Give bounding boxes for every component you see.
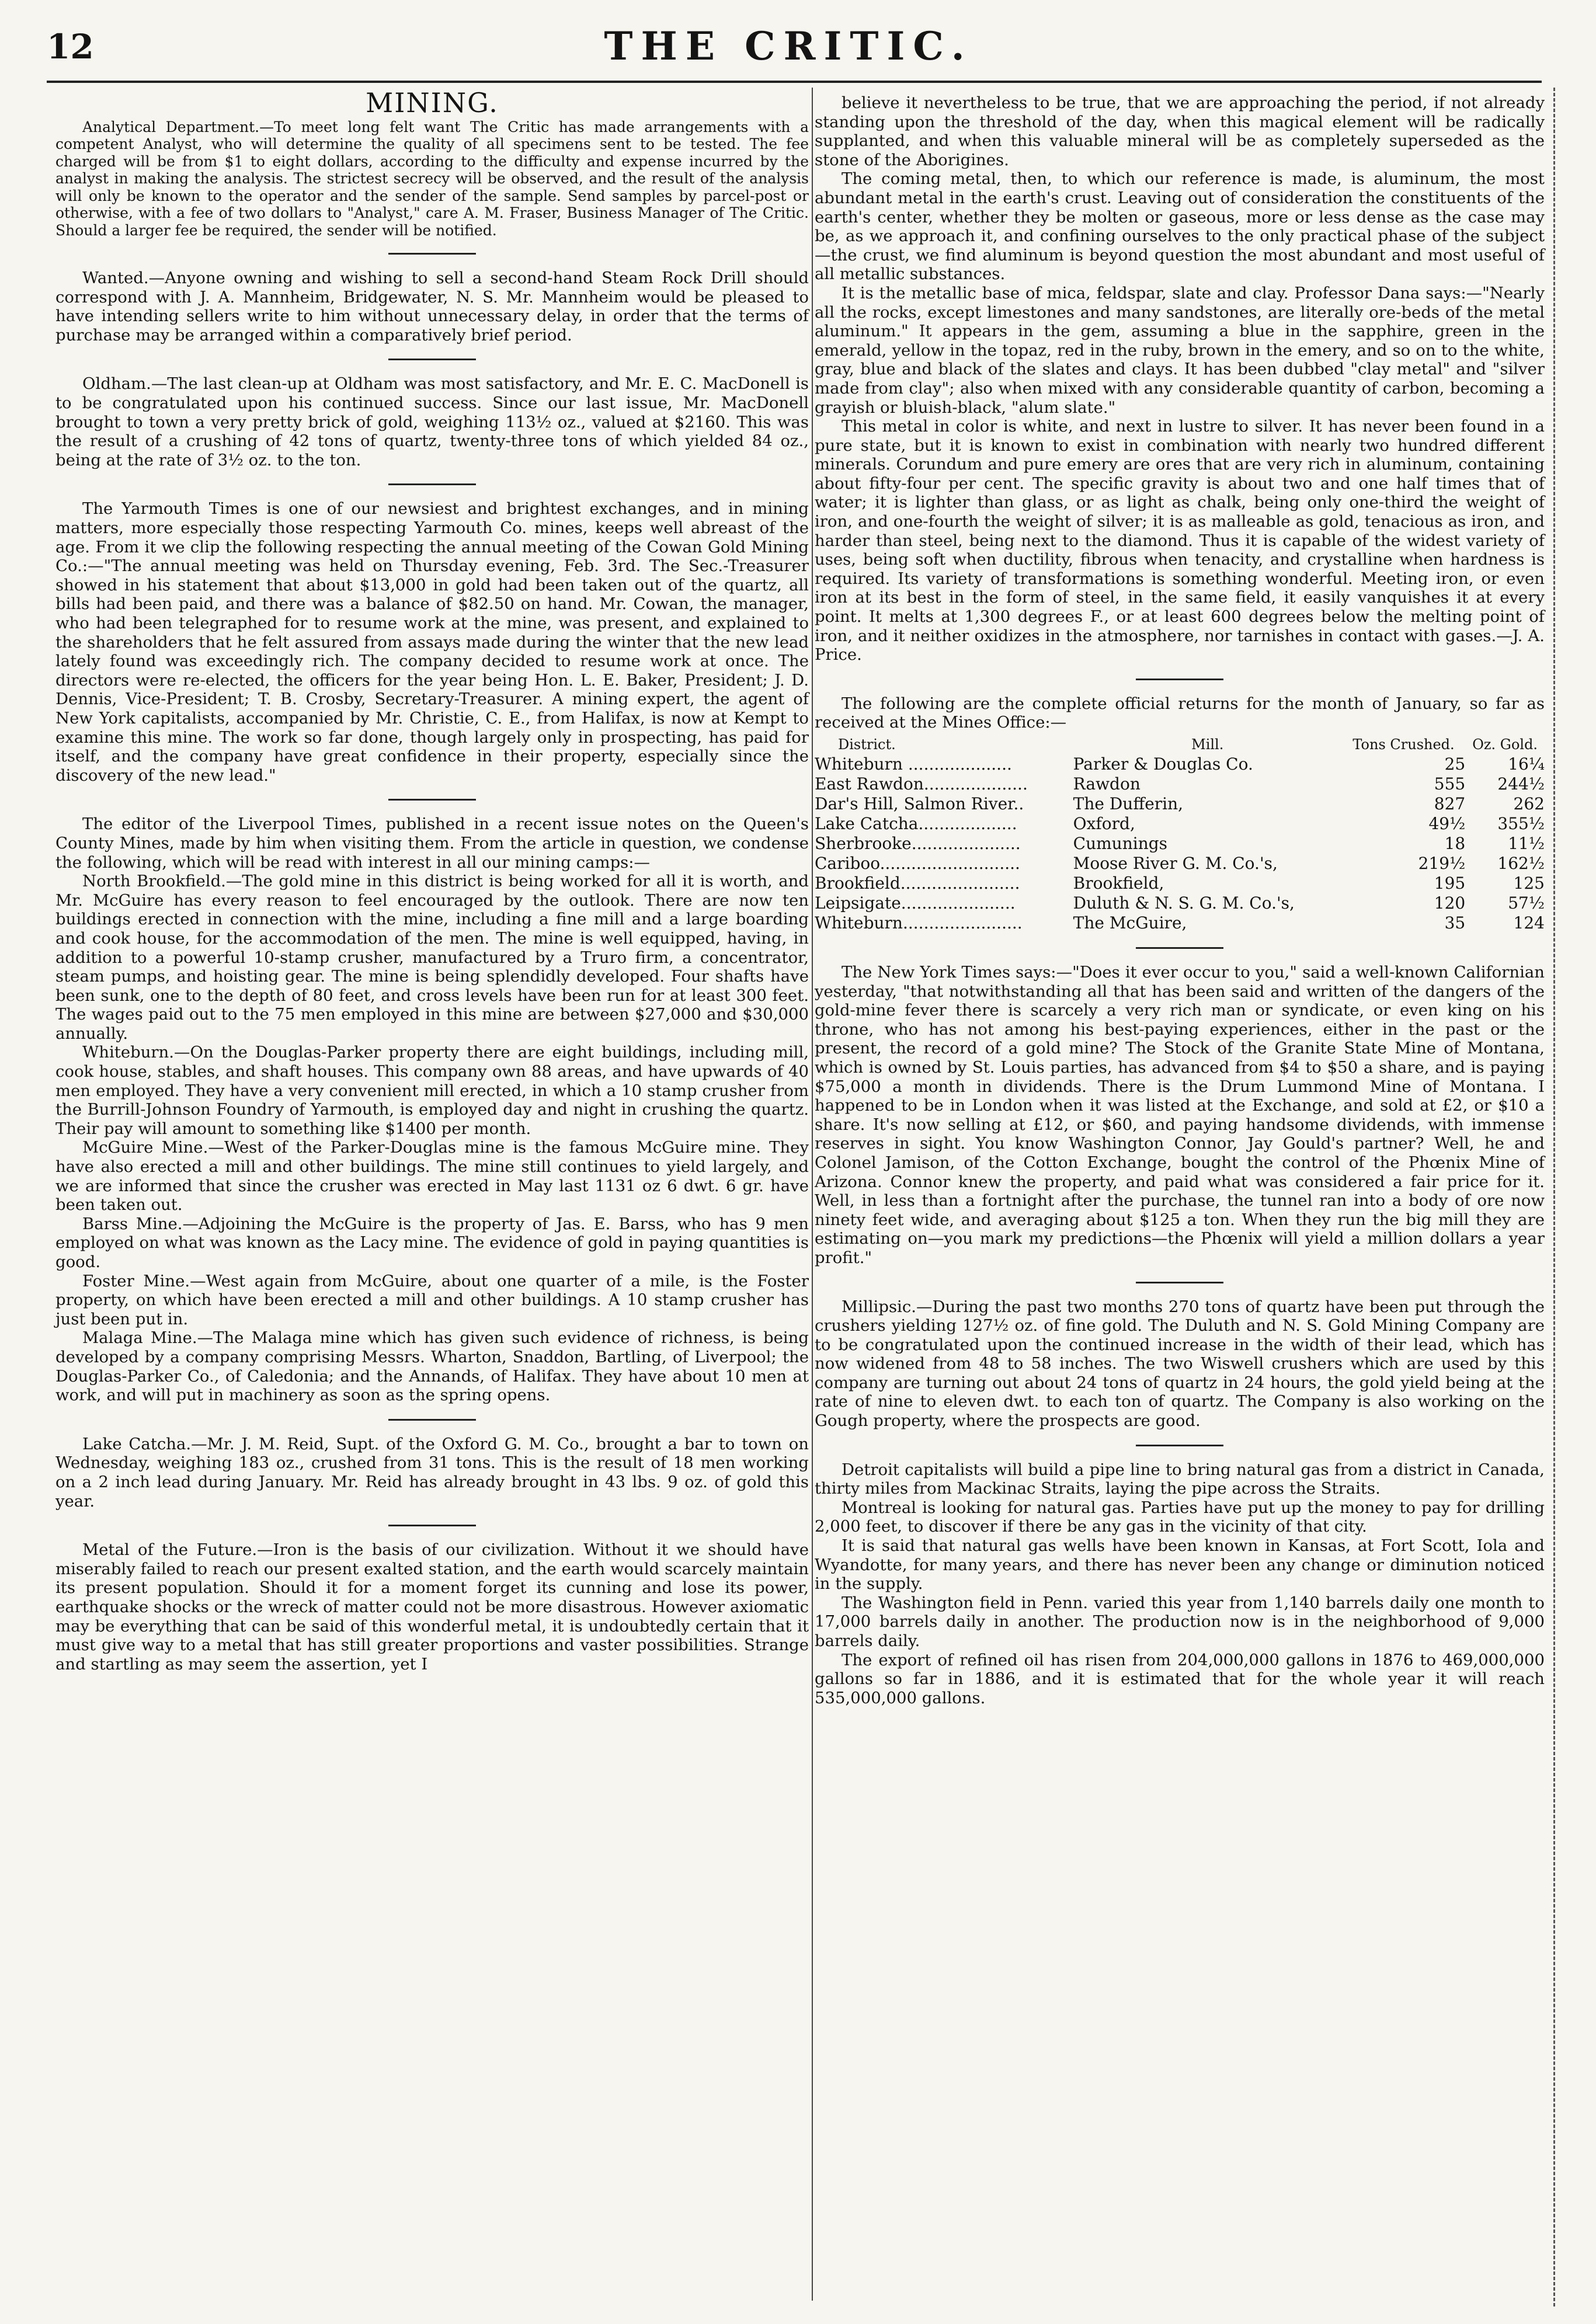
column-header-tons: Tons Crushed. xyxy=(1352,736,1455,753)
table-body xyxy=(815,754,1545,933)
column-header-oz-gold: Oz. Gold. xyxy=(1472,736,1538,753)
separator xyxy=(1136,679,1223,680)
article-aluminum-crust: The coming metal, then, to which our reference is made, is aluminum, the most abundant metal in the earth's crust. Leaving out of consideration the constituents of the earth's center, whether they be molten or gaseous, more or less dense as the case may be, as we approach it, and confining ourselves to the only practical phase of the subject—the crust, we find aluminum is beyond question the most abundant and most useful of all metallic substances. xyxy=(815,169,1545,284)
page-header xyxy=(47,23,1530,70)
table-row xyxy=(815,774,1545,794)
table-row xyxy=(815,874,1545,893)
cell-oz: 57½ xyxy=(1508,893,1545,913)
article-aluminum-properties: This metal in color is white, and next in lustre to silver. It has never been found in a pure state, but it is known to exist in combination with nearly two hundred different minerals. Corundum and pure emery are ores that are very rich in aluminum, containing about fifty-four per cent. The specific gravity is about two and one half times that of water; it is lighter than glass, or as light as chalk, being only one-third the weight of iron, and one-fourth the weight of silver; it is as malleable as gold, tenacious as iron, and harder than steel, being next to the diamond. Thus it is capable of the widest variety of uses, being soft when ductility, fibrous when tenacity, and crystalline when hardness is required. Its variety of transformations is something wonderful. Meeting iron, or even iron at its best in the form of steel, in the same field, it easily vanquishes it at every point. It melts at 1,300 degrees F., or at least 600 degrees below the melting point of iron, and it neither oxidizes in the atmosphere, nor tarnishes in contact with gases.—J. A. Price. xyxy=(815,417,1545,665)
separator xyxy=(388,483,476,485)
cell-tons: 195 xyxy=(1434,874,1466,893)
cell-tons: 18 xyxy=(1444,834,1466,853)
cell-district: Sherbrooke..................... xyxy=(815,834,1021,853)
cell-tons: 219½ xyxy=(1418,854,1466,873)
cell-mill: Cumunings xyxy=(1073,834,1168,853)
cell-district: Leipsigate...................... xyxy=(815,893,1016,913)
returns-intro: The following are the complete official returns for the month of January, so far as received at the Mines Office:— xyxy=(815,694,1545,732)
cell-mill: The Dufferin, xyxy=(1073,794,1184,813)
cell-oz: 125 xyxy=(1513,874,1545,893)
article-whiteburn: Whiteburn.—On the Douglas-Parker property there are eight buildings, including mill, cook house, stables, and shaft houses. This company own 88 areas, and have upwards of 40 men employed. They have a very convenient mill erected, in which a 10 stamp crusher from the Burrill-Johnson Foundry of Yarmouth, is employed day and night in crushing the quartz. Their pay will amount to something like $1400 per month. xyxy=(55,1043,809,1138)
right-column xyxy=(815,93,1545,1707)
article-montreal-gas: Montreal is looking for natural gas. Parties have put up the money to pay for drilling 2,000 feet, to discover if there be any gas in the vicinity of that city. xyxy=(815,1498,1545,1536)
article-millipsic: Millipsic.—During the past two months 270 tons of quartz have been put through the crushers yielding 127½ oz. of fine gold. The Duluth and N. S. Gold Mining Company are to be congratulated upon the continued increase in the width of their lead, which has now widened from 48 to 58 inches. The two Wiswell crushers which are used by this company are turning out about 24 tons of quartz in 24 hours, the gold yield being at the rate of nine to eleven dwt. to each ton of quartz. The Company is also working on the Gough property, where the prospects are good. xyxy=(815,1297,1545,1431)
cell-oz: 16¼ xyxy=(1508,754,1545,774)
left-column xyxy=(55,87,809,1674)
cell-mill: Parker & Douglas Co. xyxy=(1073,754,1253,774)
cell-oz: 11½ xyxy=(1508,834,1545,853)
article-kansas-gas: It is said that natural gas wells have been known in Kansas, at Fort Scott, Iola and Wyandotte, for many years, and there has never been any change or diminution noticed in the supply. xyxy=(815,1536,1545,1594)
header-rule xyxy=(47,81,1542,83)
article-lake-catcha: Lake Catcha.—Mr. J. M. Reid, Supt. of the Oxford G. M. Co., brought a bar to town on Wednesday, weighing 183 oz., crushed from 31 tons. This is the result of 18 men working on a 2 inch lead during January. Mr. Reid has already brought in 43 lbs. 9 oz. of gold this year. xyxy=(55,1434,809,1511)
cell-tons: 25 xyxy=(1444,754,1466,774)
cell-district: Dar's Hill, Salmon River.. xyxy=(815,794,1024,813)
cell-tons: 827 xyxy=(1434,794,1466,813)
column-header-district: District. xyxy=(838,736,896,753)
cell-mill: Brookfield, xyxy=(1073,874,1164,893)
article-wanted: Wanted.—Anyone owning and wishing to sell a second-hand Steam Rock Drill should correspond with J. A. Mannheim, Bridgewater, N. S. Mr. Mannheim would be pleased to have intending sellers write to him without unnecessary delay, in order that the terms of purchase may be arranged within a comparatively brief period. xyxy=(55,269,809,345)
cell-district: Whiteburn .................... xyxy=(815,754,1012,774)
page-number: 12 xyxy=(47,27,94,67)
separator xyxy=(388,799,476,801)
separator xyxy=(1136,1445,1223,1446)
article-north-brookfield: North Brookfield.—The gold mine in this district is being worked for all it is worth, and Mr. McGuire has every reason to feel encouraged by the outlook. There are now ten buildings erected in connection with the mine, including a fine mill and a large boarding and cook house, for the accommodation of the men. The mine is well equipped, having, in addition to a powerful 10-stamp crusher, manufactured by a Truro firm, a concentrator, steam pumps, and hoisting gear. The mine is being splendidly developed. Four shafts have been sunk, one to the depth of 80 feet, and cross levels have been run for at least 300 feet. The wages paid out to the 75 men employed in this mine are between $27,000 and $30,000 annually. xyxy=(55,872,809,1043)
cell-district: East Rawdon.................... xyxy=(815,774,1028,794)
cell-tons: 35 xyxy=(1444,913,1466,933)
article-analytical-department: Analytical Department.—To meet long felt want The Critic has made arrangements with a competent Analyst, who will determine the quality of all specimens sent to be tested. The fee charged will be from $1 to eight dollars, according to the difficulty and expense incurred by the analyst in making the analysis. The strictest secrecy will be observed, and the result of the analysis will only be known to the operator and the sender of the sample. Send samples by parcel-post or otherwise, with a fee of two dollars to "Analyst," care A. M. Fraser, Business Manager of The Critic. Should a larger fee be required, the sender will be notified. xyxy=(55,118,809,239)
cell-oz: 355½ xyxy=(1497,814,1545,833)
table-row xyxy=(815,834,1545,854)
cell-mill: Rawdon xyxy=(1073,774,1141,794)
cell-oz: 124 xyxy=(1513,913,1545,933)
cell-oz: 244½ xyxy=(1497,774,1545,794)
table-row xyxy=(815,814,1545,834)
article-liverpool-times: The editor of the Liverpool Times, published in a recent issue notes on the Queen's County Mines, made by him when visiting them. From the article in question, we condense the following, which will be read with interest in all our mining camps:— xyxy=(55,815,809,872)
article-washington-field: The Washington field in Penn. varied this year from 1,140 barrels daily one month to 17,000 barrels daily in another. The production now is in the neighborhood of 9,000 barrels daily. xyxy=(815,1593,1545,1650)
cell-mill: Oxford, xyxy=(1073,814,1135,833)
column-header-mill: Mill. xyxy=(1191,736,1224,753)
page-edge xyxy=(1553,88,1555,2306)
cell-district: Lake Catcha................... xyxy=(815,814,1017,833)
table-header-row xyxy=(815,735,1545,754)
section-heading: MINING. xyxy=(366,87,499,119)
article-mcguire-mine: McGuire Mine.—West of the Parker-Douglas mine is the famous McGuire mine. They have also erected a mill and other buildings. The mine still continues to yield largely, and we are informed that since the crusher was erected in May last 1131 oz 6 dwt. 6 gr. have been taken out. xyxy=(55,1138,809,1215)
cell-oz: 162½ xyxy=(1497,854,1545,873)
table-row xyxy=(815,794,1545,814)
article-malaga-mine: Malaga Mine.—The Malaga mine which has given such evidence of richness, is being developed by a company comprising Messrs. Wharton, Snaddon, Bartling, of Liverpool; the Douglas-Parker Co., of Caledonia; and the Annands, of Halifax. They have about 10 men at work, and will put in machinery as soon as the spring opens. xyxy=(55,1328,809,1405)
cell-tons: 120 xyxy=(1434,893,1466,913)
article-foster-mine: Foster Mine.—West again from McGuire, about one quarter of a mile, is the Foster property, on which have been erected a mill and other buildings. A 10 stamp crusher has just been put in. xyxy=(55,1271,809,1328)
cell-tons: 49½ xyxy=(1428,814,1466,833)
cell-tons: 555 xyxy=(1434,774,1466,794)
article-aluminum-dana: It is the metallic base of mica, feldspar, slate and clay. Professor Dana says:—"Nearly all the rocks, except limestones and many sandstones, are literally ore-beds of the metal aluminum." It appears in the gem, assuming a blue in the sapphire, green in the emerald, yellow in the topaz, red in the ruby, brown in the emery, and so on to the white, gray, blue and black of the slates and clays. It has been dubbed "clay metal" and "silver made from clay"; also when mixed with any considerable quantity of carbon, becoming a grayish or bluish-black, "alum slate." xyxy=(815,283,1545,417)
article-yarmouth-times: The Yarmouth Times is one of our newsiest and brightest exchanges, and in mining matters, more especially those respecting Yarmouth Co. mines, keeps well abreast of the age. From it we clip the following respecting the annual meeting of the Cowan Gold Mining Co.:—"The annual meeting was held on Thursday evening, Feb. 3rd. The Sec.-Treasurer showed in his statement that about $13,000 in gold had been taken out of the quartz, all bills had been paid, and there was a balance of $82.50 on hand. Mr. Cowan, the manager, who had been telegraphed for to resume work at the mine, was present, and explained to the shareholders that he felt assured from assays made during the winter that the new lead lately found was exceedingly rich. The company decided to resume work at once. The directors were re-elected, the officers for the year being Hon. L. E. Baker, President; J. D. Dennis, Vice-President; T. B. Crosby, Secretary-Treasurer. A mining expert, the agent of New York capitalists, accompanied by Mr. Christie, C. E., from Halifax, is now at Kempt to examine this mine. The work so far done, though largely only in prospecting, has paid for itself, and the company have great confidence in their property, especially since the discovery of the new lead." xyxy=(55,499,809,785)
mines-returns-table xyxy=(815,735,1545,933)
cell-mill: The McGuire, xyxy=(1073,913,1187,933)
table-row xyxy=(815,913,1545,933)
article-barss-mine: Barss Mine.—Adjoining the McGuire is the property of Jas. E. Barss, who has 9 men employed on what was known as the Lacy mine. The evidence of gold in paying quantities is good. xyxy=(55,1214,809,1271)
cell-district: Cariboo........................... xyxy=(815,854,1020,873)
separator xyxy=(388,1419,476,1421)
article-detroit-gas: Detroit capitalists will build a pipe line to bring natural gas from a district in Canada, thirty miles from Mackinac Straits, laying the pipe across the Straits. xyxy=(815,1460,1545,1498)
table-row xyxy=(815,893,1545,913)
separator xyxy=(1136,1282,1223,1283)
article-aluminum-intro: believe it nevertheless to be true, that we are approaching the period, if not already standing upon the threshold of the day, when this magical element will be radically supplanted, and when this valuable mineral will be as completely superseded as the stone of the Aborigines. xyxy=(815,93,1545,169)
article-metal-of-the-future: Metal of the Future.—Iron is the basis of our civilization. Without it we should have miserably failed to reach our present exalted station, and the earth would scarcely maintain its present population. Should it for a moment forget its cunning and lose its power, earthquake shocks or the wreck of matter could not be more disastrous. However axiomatic may be everything that can be said of this wonderful metal, it is undoubtedly certain that it must give way to a metal that has still greater proportions and vaster possibilities. Strange and startling as may seem the assertion, yet I xyxy=(55,1540,809,1674)
separator xyxy=(388,253,476,255)
article-oldham: Oldham.—The last clean-up at Oldham was most satisfactory, and Mr. E. C. MacDonell is to be congratulated upon his continued success. Since our last issue, Mr. MacDonell brought to town a very pretty brick of gold, weighing 113½ oz., valued at $2160. This was the result of a crushing of 42 tons of quartz, twenty-three tons of which yielded 84 oz., being at the rate of 3½ oz. to the ton. xyxy=(55,374,809,469)
separator xyxy=(388,1525,476,1526)
cell-district: Whiteburn....................... xyxy=(815,913,1023,933)
table-row xyxy=(815,754,1545,774)
cell-mill: Duluth & N. S. G. M. Co.'s, xyxy=(1073,893,1295,913)
article-oil-export: The export of refined oil has risen from 204,000,000 gallons in 1876 to 469,000,000 gallons so far in 1886, and it is estimated that for the whole year it will reach 535,000,000 gallons. xyxy=(815,1650,1545,1707)
cell-mill: Moose River G. M. Co.'s, xyxy=(1073,854,1278,873)
masthead-title: THE CRITIC. xyxy=(604,23,973,69)
separator xyxy=(1136,947,1223,949)
cell-district: Brookfield....................... xyxy=(815,874,1020,893)
article-new-york-times: The New York Times says:—"Does it ever occur to you," said a well-known Californian yesterday, "that notwithstanding all that has been said and written of the dangers of the gold-mine fever there is scarcely a very rich man or syndicate, or even king on his throne, who has not among his best-paying experiences, either in the past or the present, the record of a gold mine? The Stock of the Granite State Mine of Montana, which is owned by St. Louis parties, has advanced from $4 to $50 a share, and is paying $75,000 a month in dividends. There is the Drum Lummond Mine of Montana. I happened to be in London when it was listed at the Exchange, and sold at £2, or $10 a share. It's now selling at £12, or $60, and paying handsome dividends, with immense reserves in sight. You know Washington Connor, Jay Gould's partner? Well, he and Colonel Jamison, of the Cotton Exchange, bought the control of the Phœnix Mine of Arizona. Connor knew the property, and paid what was considered a fair price for it. Well, in less than a fortnight after the purchase, the tunnel ran into a body of ore now ninety feet wide, and averaging about $125 a ton. When they run the big mill they are estimating on—you mark my predictions—the Phœnix will yield a million dollars a year profit." xyxy=(815,963,1545,1267)
cell-oz: 262 xyxy=(1513,794,1545,813)
separator xyxy=(388,359,476,360)
table-row xyxy=(815,854,1545,874)
column-divider xyxy=(812,88,813,2301)
